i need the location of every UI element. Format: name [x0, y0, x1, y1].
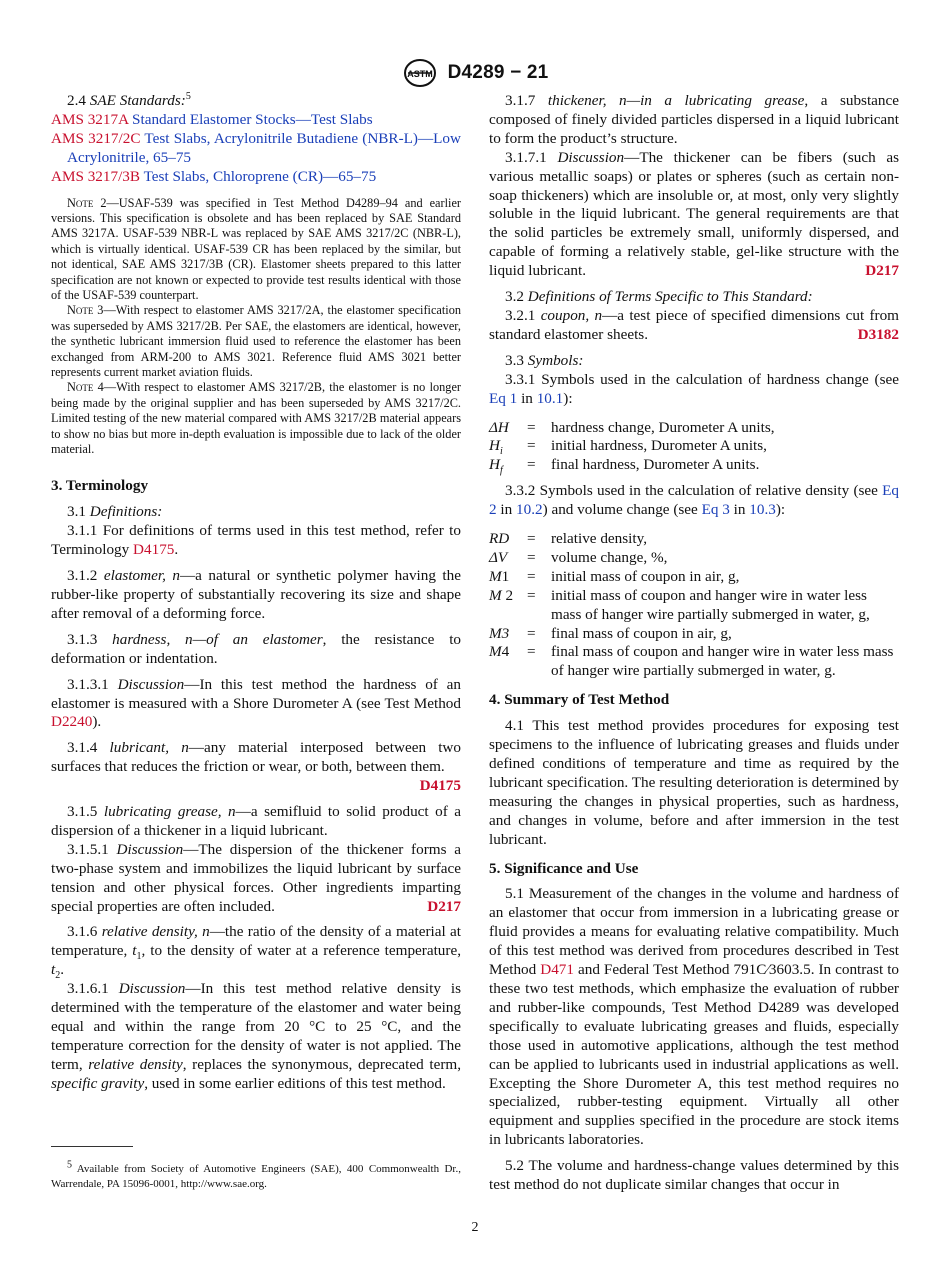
section-3-heading: 3. Terminology [51, 477, 149, 495]
symbol-row: $H_f$ = final hardness, Durometer A units. [489, 456, 760, 477]
ams-ref-1[interactable]: AMS 3217A Standard Elastomer Stocks—Test Slabs [51, 110, 373, 128]
footnote-divider [51, 1146, 133, 1147]
section-3-1-7: 3.1.7 thickener, n—in a lubricating grease, a substance composed of finely divided particles dispersed in a liquid lubricant to form the product’s structure. [489, 92, 899, 147]
eq2-link[interactable]: Eq 2 [489, 482, 899, 519]
svg-text:ASTM: ASTM [406, 69, 433, 79]
note-4: Note 4—With respect to elastomer AMS 3217/2B, the elastomer is no longer being made by the original supplier and has been superseded by AMS 3217/2C. Limited testing of the new material compared with AMS 3217/2B material appears to show no bias but more in-depth evaluation is impossible due to lack of the older material. [51, 380, 461, 457]
symbol-row: RD = relative density, [489, 530, 648, 548]
note-2: Note 2—USAF-539 was specified in Test Method D4289–94 and earlier versions. This specification is obsolete and has been replaced by SAE Standard AMS 3217A. USAF-539 NBR-L was replaced by SAE AMS 3217/2C (NBR-L), which is virtually identical. USAF-539 CR has been replaced by the similar, but not identical, SAE AMS 3217/3B (CR). Elastomer sheets prepared to this latter specification are not known or expected to provide test results identical with those of the USAF-539 counterpart. [51, 195, 461, 302]
eq1-link[interactable]: Eq 1 [489, 389, 518, 407]
section-3-1-5-1: 3.1.5.1 Discussion—The dispersion of the thickener forms a two-phase system and immobilizes the liquid lubricant by surface tension and other physical forces. Other ingredients imparting special properties are often included. D217 [51, 840, 461, 915]
footnote-5: $^5$ Available from Society of Automotive Engineers (SAE), 400 Commonwealth Dr., Warrendale, PA 15096-0001, http://www.sae.org. [51, 1159, 461, 1190]
hardness-symbols-list [489, 419, 899, 476]
section-4-heading: 4. Summary of Test Method [489, 691, 670, 709]
section-3-3-1: 3.3.1 Symbols used in the calculation of hardness change (see Eq 1 in 10.1): [489, 370, 899, 407]
left-column [51, 92, 461, 1094]
astm-logo-icon [402, 58, 438, 88]
ams-ref-2[interactable]: AMS 3217/2C Test Slabs, Acrylonitrile Butadiene (NBR-L)—Low Acrylonitrile, 65–75 [51, 129, 461, 166]
section-3-2: 3.2 Definitions of Terms Specific to This Standard: [505, 288, 813, 306]
section-5-2: 5.2 The volume and hardness-change values determined by this test method do not duplicate similar changes that occur in [489, 1157, 899, 1194]
section-3-3-2: 3.3.2 Symbols used in the calculation of relative density (see Eq 2 in 10.2) and volume change (see Eq 3 in 10.3): [489, 482, 899, 519]
section-5-heading: 5. Significance and Use [489, 859, 639, 877]
section-3-1-4: 3.1.4 lubricant, n—any material interposed between two surfaces that reduces the friction or wear, or both, between them. D4175 [51, 739, 461, 795]
sec-10-3-link[interactable]: 10.3 [749, 501, 776, 519]
symbol-row: $H_i$ = initial hardness, Durometer A units, [489, 437, 767, 458]
symbol-row: M3 = final mass of coupon in air, g, [489, 624, 732, 642]
ref-d3182-source[interactable]: D3182 [857, 325, 899, 343]
eq3-link[interactable]: Eq 3 [701, 501, 730, 519]
section-3-1-7-1: 3.1.7.1 Discussion—The thickener can be fibers (such as various metallic soaps) or plates or spheres (such as certain non-soap thickeners) which are insoluble or, at most, only very slightly soluble in the liquid lubricant. The general requirements are that the solid particles be extremely small, uniformly dispersed, and capable of forming a relatively stable, gel-like structure with the liquid lubricant. D217 [489, 148, 900, 280]
section-2-4: 2.4 SAE Standards:$^5$ [67, 90, 191, 109]
note-3: Note 3—With respect to elastomer AMS 3217/2A, the elastomer specification was superseded by AMS 3217/2B. Per SAE, the elastomers are identical, however, the synthetic lubricant immersion fluid used to reference the elastomer has been exchanged from ARM-200 to AMS 3021. Reference fluid AMS 3021 better represents current market aviation fluids. [51, 303, 461, 379]
symbol-row: M4 = final mass of coupon and hanger wire in water less mass of hanger wire partially submerged in water, g. [489, 643, 894, 680]
symbol-row: M 2 = initial mass of coupon and hanger wire in water less mass of hanger wire partially submerged in water, g, [489, 586, 870, 623]
sec-10-2-link[interactable]: 10.2 [516, 501, 543, 519]
ref-d217-source-2[interactable]: D217 [865, 262, 899, 280]
section-4-1: 4.1 This test method provides procedures for exposing test specimens to the influence of lubricating greases and fluids under defined conditions of temperature and time as required by the lubricant specification. The resulting deterioration is determined by measuring the changes in physical properties, such as hardness, and changes in volume, before and after immersion in the test lubricant. [489, 717, 899, 848]
section-5-1: 5.1 Measurement of the changes in the volume and hardness of an elastomer that occur from immersion in a lubricating grease or fluid provides a means for evaluating relative compatibility. Much of this test method was derived from procedures described in Test Method D471 and Federal Test Method 791C⁄3603.5. In contrast to these two test methods, which emphasize the evaluation of rubber and rubber-like compounds, Test Method D4289 was developed specifically to evaluate lubricating greases and fluids, especially those used in automotive applications, although the test method can be applied to lubricants used in industrial applications as well. Excepting the Shore Durometer A, this test method requires no specialized, rubber-testing equipment. Virtually all other equipment and supplies specified in the procedure are stock items in lubricants laboratories. [489, 885, 900, 1149]
page-number: 2 [471, 1220, 479, 1235]
symbol-row: ΔH = hardness change, Durometer A units, [489, 418, 775, 436]
symbol-row: ΔV = volume change, %, [489, 548, 668, 566]
ref-d2240-link[interactable]: D2240 [51, 713, 93, 731]
section-3-1-3: 3.1.3 hardness, n—of an elastomer, the resistance to deformation or indentation. [51, 630, 462, 667]
sec-10-1-link[interactable]: 10.1 [536, 389, 564, 407]
ref-d471-link[interactable]: D471 [540, 961, 574, 979]
section-3-2-1: 3.2.1 coupon, n—a test piece of specified dimensions cut from standard elastomer sheets. D3182 [489, 306, 899, 343]
document-designation: D4289 − 21 [447, 62, 549, 83]
section-3-1-3-1: 3.1.3.1 Discussion—In this test method the hardness of an elastomer is measured with a Shore Durometer A (see Test Method D2240). [51, 675, 462, 731]
section-3-3: 3.3 Symbols: [505, 351, 584, 369]
ams-ref-3[interactable]: AMS 3217/3B Test Slabs, Chloroprene (CR)—65–75 [51, 167, 377, 185]
section-3-1-6-1: 3.1.6.1 Discussion—In this test method relative density is determined with the temperature of the elastomer and water being equal and within the range from 20 °C to 25 °C, and the temperature correction for the density of water is not applied. The term, relative density, replaces the synonymous, deprecated term, specific gravity, used in some earlier editions of this test method. [51, 980, 462, 1092]
density-symbols-list [489, 530, 899, 681]
right-column [489, 92, 899, 1195]
section-3-1-5: 3.1.5 lubricating grease, n—a semifluid to solid product of a dispersion of a thickener in a liquid lubricant. [51, 803, 461, 839]
section-3-1: 3.1 Definitions: [67, 503, 163, 521]
ref-d217-source[interactable]: D217 [427, 897, 461, 915]
ref-d4175-link[interactable]: D4175 [133, 541, 175, 559]
section-3-1-6: 3.1.6 relative density, n—the ratio of the density of a material at temperature, $t_1$, to the density of water at a reference temperature, $t_2$. [51, 923, 462, 982]
symbol-row: M1 = initial mass of coupon in air, g, [489, 567, 740, 585]
page-header [0, 58, 950, 88]
section-3-1-2: 3.1.2 elastomer, n—a natural or synthetic polymer having the rubber-like property of substantially recovering its size and shape after removal of a deforming force. [51, 567, 461, 622]
section-3-1-1: 3.1.1 For definitions of terms used in this test method, refer to Terminology D4175. [51, 522, 461, 559]
ref-d4175-source[interactable]: D4175 [419, 777, 461, 795]
